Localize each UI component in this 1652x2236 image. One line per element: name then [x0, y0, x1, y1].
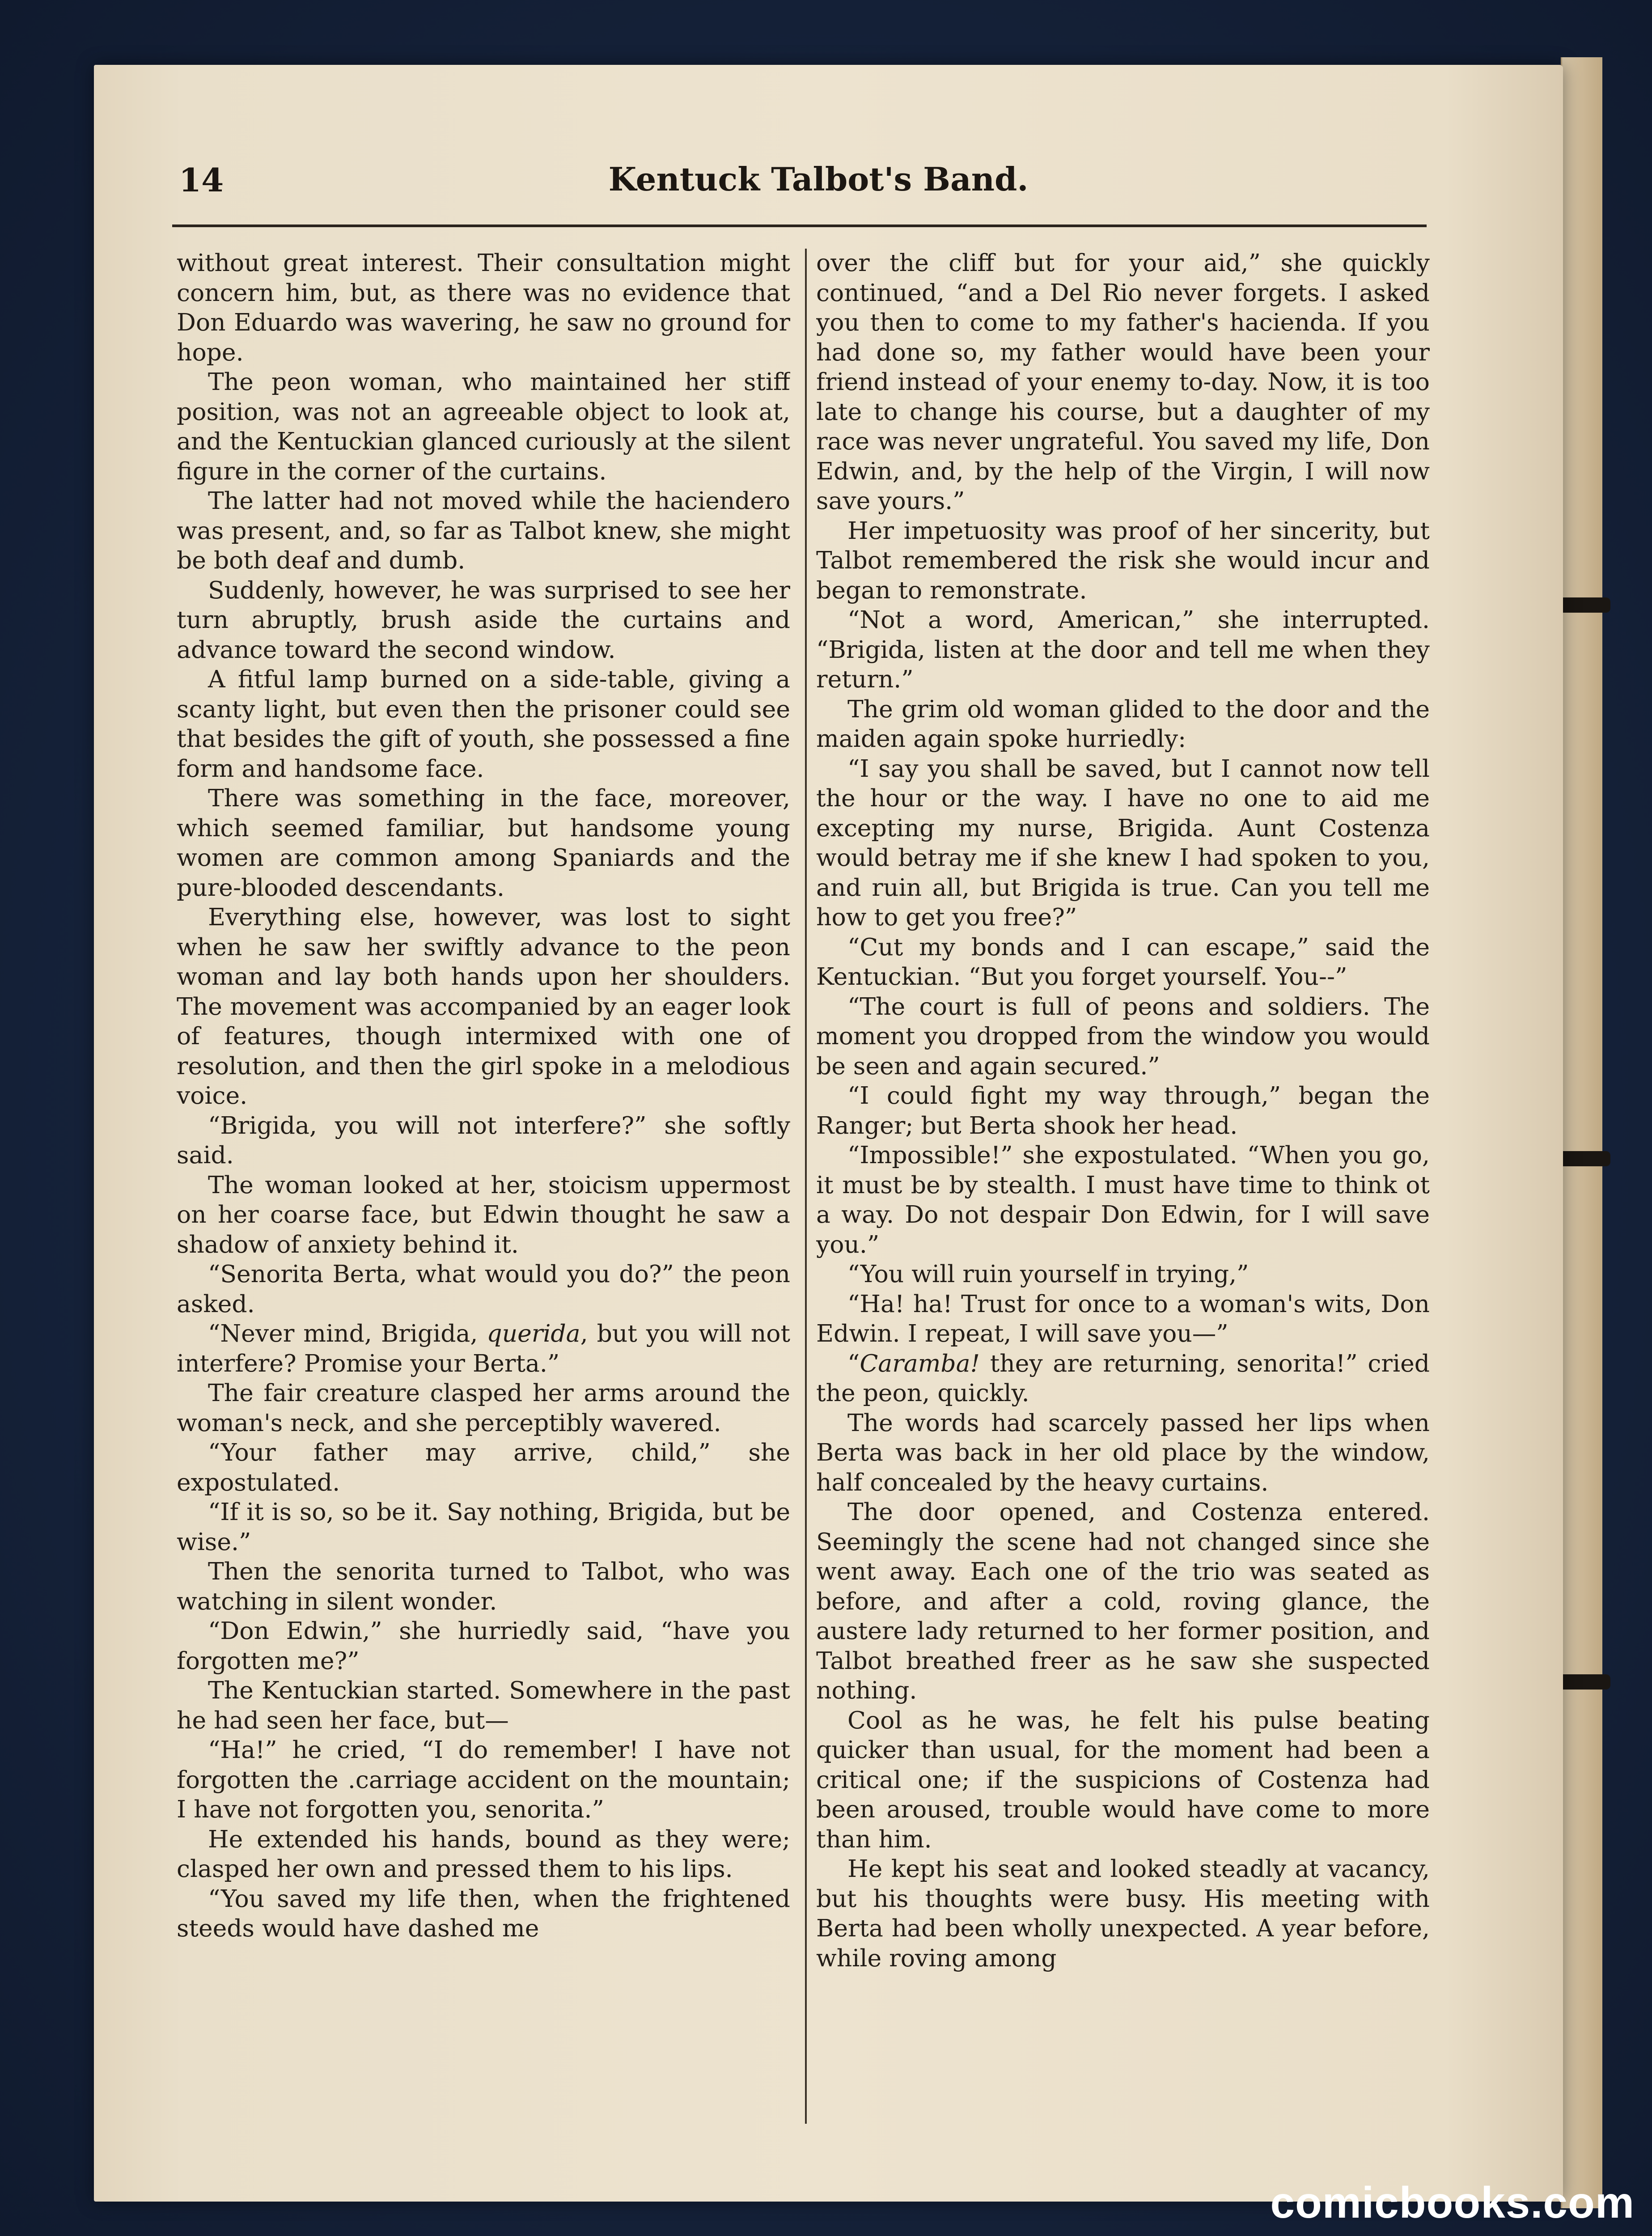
paragraph: He kept his seat and looked steadly at vacancy, but his thoughts were busy. His meeting with Berta had been wholly unexpected. A year before, while roving among [816, 1855, 1430, 1972]
paragraph: “Impossible!” she expostulated. “When you go, it must be by stealth. I must have time to think ot a way. Do not despair Don Edwin, for I will save you.” [816, 1141, 1430, 1258]
italic-word: Caramba! [860, 1349, 980, 1377]
paragraph: There was something in the face, moreover, which seemed familiar, but handsome young women are common among Spaniards and the pure-blooded descendants. [177, 784, 790, 902]
paragraph: “Not a word, American,” she interrupted. “Brigida, listen at the door and tell me when they return.” [816, 606, 1430, 693]
text-run: they are returning, senorita!” cried the peon, quickly. [816, 1349, 1430, 1407]
paragraph: “You saved my life then, when the frightened steeds would have dashed me [177, 1884, 790, 1942]
paragraph: over the cliff but for your aid,” she quickly continued, “and a Del Rio never forgets. I asked you then to come to my father's hacienda. If you had done so, my father would have been your friend instead of your enemy to-day. Now, it is too late to change his course, but a daughter of my race was never ungrateful. You saved my life, Don Edwin, and, by the help of the Virgin, I will now save yours.” [816, 249, 1430, 515]
paragraph: “Senorita Berta, what would you do?” the peon asked. [177, 1260, 790, 1318]
text-run: , but you will not interfere? Promise your Berta.” [177, 1319, 790, 1377]
watermark: comicbooks.com [1270, 2178, 1635, 2227]
paragraph: The words had scarcely passed her lips when Berta was back in her old place by the window, half concealed by the heavy curtains. [816, 1408, 1430, 1496]
text-run: “ [847, 1349, 860, 1377]
paragraph: “Cut my bonds and I can escape,” said the Kentuckian. “But you forget yourself. You--” [816, 932, 1430, 991]
paragraph: The latter had not moved while the haciendero was present, and, so far as Talbot knew, she might be both deaf and dumb. [177, 487, 790, 574]
paragraph: “Ha! ha! Trust for once to a woman's wits, Don Edwin. I repeat, I will save you—” [816, 1289, 1430, 1347]
paragraph: “You will ruin yourself in trying,” [847, 1260, 1249, 1288]
paragraph: Suddenly, however, he was surprised to see her turn abruptly, brush aside the curtains and advance toward the second window. [177, 576, 790, 664]
paragraph [816, 1349, 1430, 1408]
paragraph: The fair creature clasped her arms around the woman's neck, and she perceptibly wavered. [177, 1379, 790, 1437]
paragraph: “Don Edwin,” she hurriedly said, “have you forgotten me?” [177, 1617, 790, 1675]
paragraph: without great interest. Their consultation might concern him, but, as there was no evidence that Don Eduardo was wavering, he saw no ground for hope. [177, 249, 790, 366]
paragraph: The Kentuckian started. Somewhere in the past he had seen her face, but— [177, 1676, 790, 1734]
paragraph: Her impetuosity was proof of her sincerity, but Talbot remembered the risk she would incur and began to remonstrate. [816, 516, 1430, 604]
page-number: 14 [179, 161, 224, 199]
paragraph: “The court is full of peons and soldiers. The moment you dropped from the window you would be seen and again secured.” [816, 992, 1430, 1080]
paragraph: “Brigida, you will not interfere?” she softly said. [177, 1111, 790, 1169]
paragraph: Cool as he was, he felt his pulse beating quicker than usual, for the moment had been a critical one; if the suspicions of Costenza had been aroused, trouble would have come to more than him. [816, 1706, 1430, 1853]
italic-word: querida [487, 1319, 580, 1347]
staple [1557, 1151, 1610, 1166]
paragraph: He extended his hands, bound as they were; clasped her own and pressed them to his lips. [177, 1825, 790, 1883]
paragraph: The peon woman, who maintained her stiff position, was not an agreeable object to look at, and the Kentuckian glanced curiously at the silent figure in the corner of the curtains. [177, 368, 790, 485]
staple [1557, 597, 1610, 613]
paragraph [177, 1319, 790, 1378]
paragraph: The woman looked at her, stoicism uppermost on her coarse face, but Edwin thought he saw a shadow of anxiety behind it. [177, 1170, 790, 1258]
paragraph: A fitful lamp burned on a side-table, giving a scanty light, but even then the prisoner could see that besides the gift of youth, she possessed a fine form and handsome face. [177, 665, 790, 783]
staple [1557, 1674, 1610, 1690]
paragraph: Then the senorita turned to Talbot, who was watching in silent wonder. [177, 1557, 790, 1615]
paragraph: “I say you shall be saved, but I cannot now tell the hour or the way. I have no one to aid me excepting my nurse, Brigida. Aunt Costenza would betray me if she knew I had spoken to you, and ruin all, but Brigida is true. Can you tell me how to get you free?” [816, 754, 1430, 931]
running-title: Kentuck Talbot's Band. [608, 160, 1029, 198]
paragraph: “I could fight my way through,” began the Ranger; but Berta shook her head. [816, 1081, 1430, 1139]
right-column [816, 248, 1430, 2135]
paragraph: “If it is so, so be it. Say nothing, Brigida, but be wise.” [177, 1498, 790, 1556]
column-rule [805, 249, 807, 2124]
page-spine [1561, 57, 1602, 2208]
header-rule [172, 224, 1427, 227]
paragraph: The door opened, and Costenza entered. Seemingly the scene had not changed since she went away. Each one of the trio was seated as before, and after a cold, roving glance, the austere lady returned to her former position, and Talbot breathed freer as he saw she suspected nothing. [816, 1498, 1430, 1704]
paragraph: “Your father may arrive, child,” she expostulated. [177, 1438, 790, 1496]
paragraph: “Ha!” he cried, “I do remember! I have not forgotten the .carriage accident on the mountain; I have not forgotten you, senorita.” [177, 1736, 790, 1823]
text-run: “Never mind, Brigida, [208, 1319, 487, 1347]
paragraph: Everything else, however, was lost to sight when he saw her swiftly advance to the peon woman and lay both hands upon her shoulders. The movement was accompanied by an eager look of features, though intermixed with one of resolution, and then the girl spoke in a melodious voice. [177, 903, 790, 1110]
paragraph: The grim old woman glided to the door and the maiden again spoke hurriedly: [816, 695, 1430, 753]
left-column [177, 248, 790, 2135]
